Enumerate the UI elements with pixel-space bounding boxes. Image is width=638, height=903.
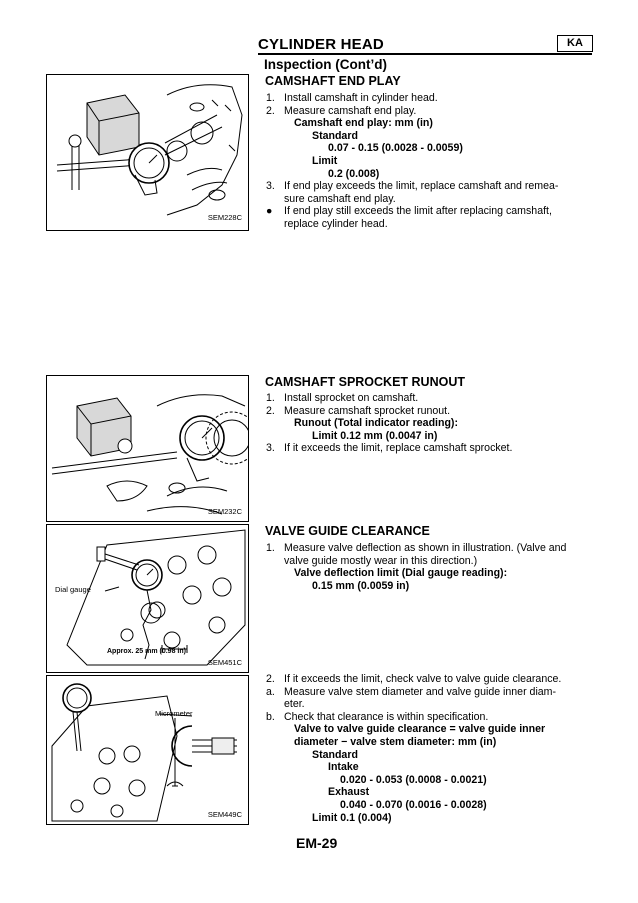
end-play-body: 1. Install camshaft in cylinder head. 2. Measure camshaft end play. Camshaft end play: mm (in) Standard 0.07 - 0.15 (0.0028 - 0.0059) Limit 0.2 (0.008) 3. If end play exceeds the limit, replace camshaft and remea- sure camshaft end play. ● If end play still exceeds the limit after replacing camshaft, replace cylinder head. [266,92,559,230]
figure-camshaft-end-play [46,74,249,231]
dial-gauge-label: Dial gauge [55,585,91,594]
valve-guide-body: 1. Measure valve deflection as shown in illustration. (Valve and valve guide mostly wear in this direction.) Valve deflection limit (Dial gauge reading): 0.15 mm (0.0059 in) [266,542,567,592]
sprocket-runout-illustration [47,376,248,521]
figure-valve-stem-micrometer [46,675,249,825]
figure-valve-deflection [46,524,249,673]
camshaft-end-play-illustration [47,75,248,230]
micrometer-illustration [47,676,248,824]
micrometer-label: Micrometer [155,709,193,718]
section-title: Inspection (Cont’d) [264,57,387,72]
approx-distance-label: Approx. 25 mm (0.98 in) [107,648,186,655]
figure-code: SEM232C [207,507,242,516]
figure-code: SEM449C [207,810,242,819]
figure-sprocket-runout [46,375,249,522]
heading-sprocket-runout: CAMSHAFT SPROCKET RUNOUT [265,375,465,389]
page-header-title: CYLINDER HEAD [258,36,384,53]
heading-camshaft-end-play: CAMSHAFT END PLAY [265,74,401,88]
page-number: EM-29 [296,835,338,851]
model-badge: KA [557,35,593,52]
figure-code: SEM451C [207,658,242,667]
heading-valve-guide-clearance: VALVE GUIDE CLEARANCE [265,524,430,538]
sprocket-runout-body: 1. Install sprocket on camshaft. 2. Measure camshaft sprocket runout. Runout (Total indicator reading): Limit 0.12 mm (0.0047 in) 3. If it exceeds the limit, replace camshaft sprocket. [266,392,513,455]
valve-guide-clearance-body: 2. If it exceeds the limit, check valve to valve guide clearance. a. Measure valve stem diameter and valve guide inner diam- eter. b. Check that clearance is within specification. Valve to valve guide clearance = valve guide inner diameter − valve stem diameter: mm (in) Standard Intake 0.020 - 0.053 (0.0008 - 0.0021) Exhaust 0.040 - 0.070 (0.0016 - 0.0028) Limit 0.1 (0.004) [266,673,562,824]
figure-code: SEM228C [207,213,242,222]
header-rule [258,53,592,55]
